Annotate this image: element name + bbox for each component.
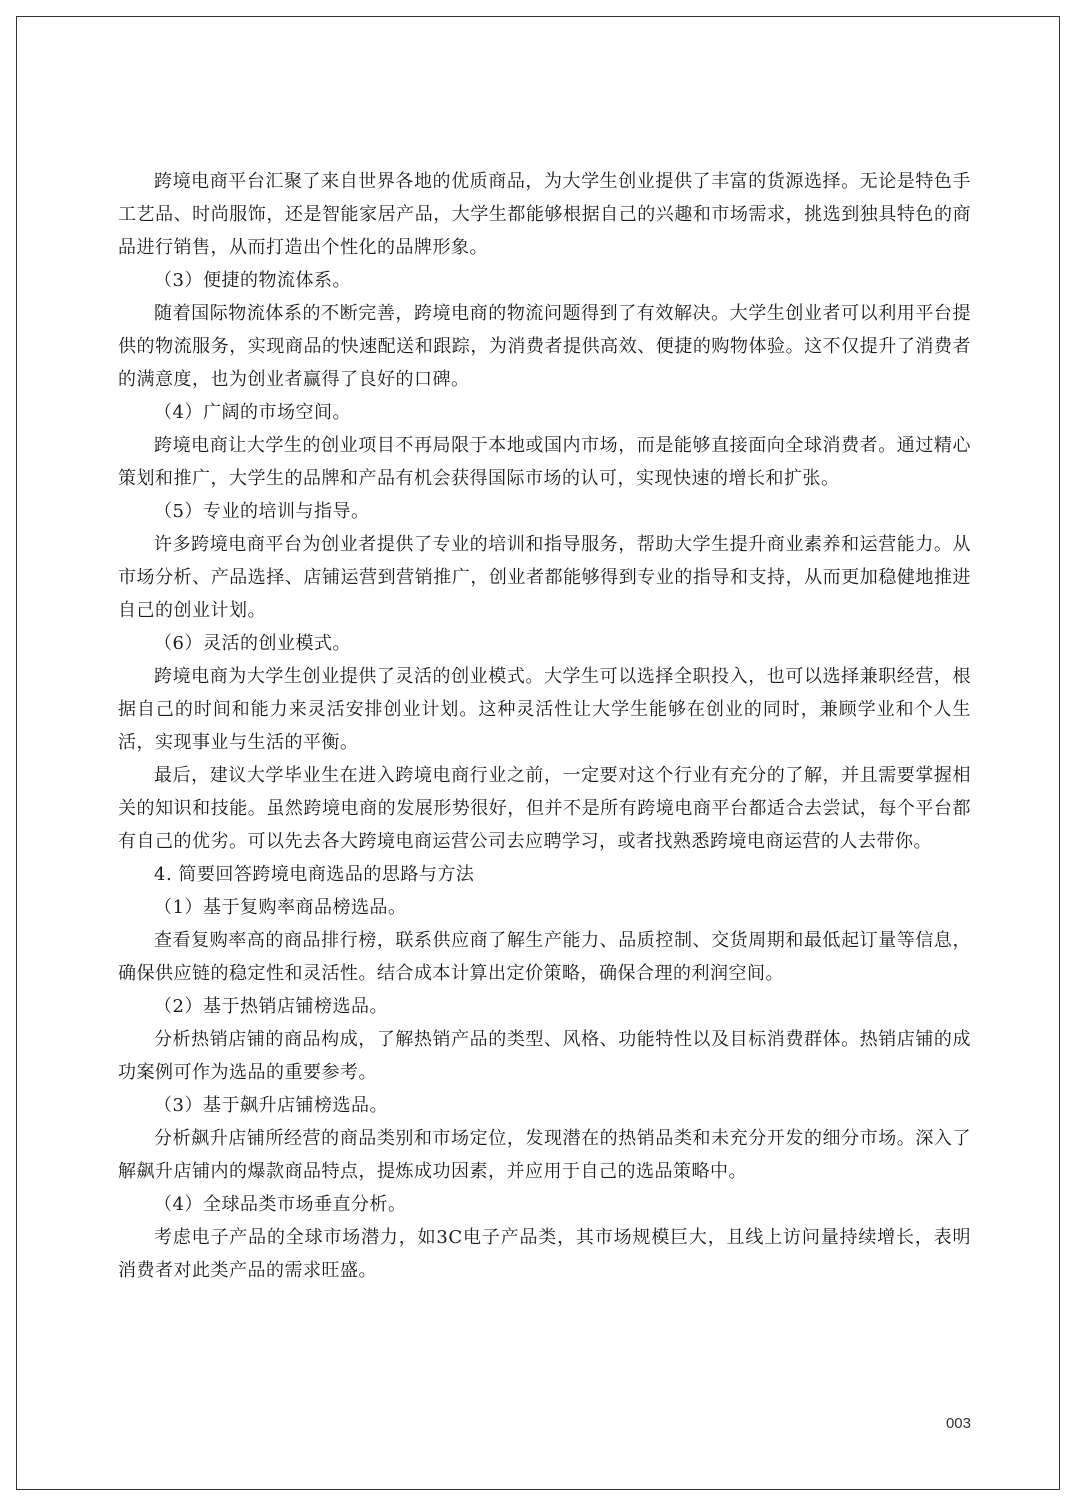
paragraph: 分析飙升店铺所经营的商品类别和市场定位，发现潜在的热销品类和未充分开发的细分市场。深入了解飙升店铺内的爆款商品特点，提炼成功因素，并应用于自己的选品策略中。 (118, 1128, 971, 1182)
page-number: 003 (945, 1415, 971, 1432)
paragraph: 跨境电商为大学生创业提供了灵活的创业模式。大学生可以选择全职投入，也可以选择兼职经营，根据自己的时间和能力来灵活安排创业计划。这种灵活性让大学生能够在创业的同时，兼顾学业和个人生活，实现事业与生活的平衡。 (118, 666, 971, 753)
section-heading: （4）全球品类市场垂直分析。 (154, 1194, 407, 1215)
paragraph: 查看复购率高的商品排行榜，联系供应商了解生产能力、品质控制、交货周期和最低起订量等信息，确保供应链的稳定性和灵活性。结合成本计算出定价策略，确保合理的利润空间。 (118, 930, 971, 984)
paragraph: 最后，建议大学毕业生在进入跨境电商行业之前，一定要对这个行业有充分的了解，并且需要掌握相关的知识和技能。虽然跨境电商的发展形势很好，但并不是所有跨境电商平台都适合去尝试，每个平台都有自己的优劣。可以先去各大跨境电商运营公司去应聘学习，或者找熟悉跨境电商运营的人去带你。 (118, 765, 971, 852)
paragraph: 许多跨境电商平台为创业者提供了专业的培训和指导服务，帮助大学生提升商业素养和运营能力。从市场分析、产品选择、店铺运营到营销推广，创业者都能够得到专业的指导和支持，从而更加稳健地推进自己的创业计划。 (118, 534, 971, 621)
paragraph: 跨境电商平台汇聚了来自世界各地的优质商品，为大学生创业提供了丰富的货源选择。无论是特色手工艺品、时尚服饰，还是智能家居产品，大学生都能够根据自己的兴趣和市场需求，挑选到独具特色的商品进行销售，从而打造出个性化的品牌形象。 (118, 171, 971, 258)
section-heading: （3）便捷的物流体系。 (154, 270, 351, 291)
paragraph: 分析热销店铺的商品构成，了解热销产品的类型、风格、功能特性以及目标消费群体。热销店铺的成功案例可作为选品的重要参考。 (118, 1029, 971, 1083)
section-heading: （4）广阔的市场空间。 (154, 402, 351, 423)
section-heading: （2）基于热销店铺榜选品。 (154, 996, 388, 1017)
paragraph: 考虑电子产品的全球市场潜力，如3C电子产品类，其市场规模巨大，且线上访问量持续增长，表明消费者对此类产品的需求旺盛。 (118, 1227, 971, 1281)
section-heading: （5）专业的培训与指导。 (154, 501, 370, 522)
page-body (118, 165, 971, 1287)
question-heading: 4. 简要回答跨境电商选品的思路与方法 (154, 864, 475, 885)
paragraph: 随着国际物流体系的不断完善，跨境电商的物流问题得到了有效解决。大学生创业者可以利用平台提供的物流服务，实现商品的快速配送和跟踪，为消费者提供高效、便捷的购物体验。这不仅提升了消费者的满意度，也为创业者赢得了良好的口碑。 (118, 303, 971, 390)
section-heading: （6）灵活的创业模式。 (154, 633, 351, 654)
section-heading: （3）基于飙升店铺榜选品。 (154, 1095, 388, 1116)
section-heading: （1）基于复购率商品榜选品。 (154, 897, 407, 918)
paragraph: 跨境电商让大学生的创业项目不再局限于本地或国内市场，而是能够直接面向全球消费者。通过精心策划和推广，大学生的品牌和产品有机会获得国际市场的认可，实现快速的增长和扩张。 (118, 435, 971, 489)
